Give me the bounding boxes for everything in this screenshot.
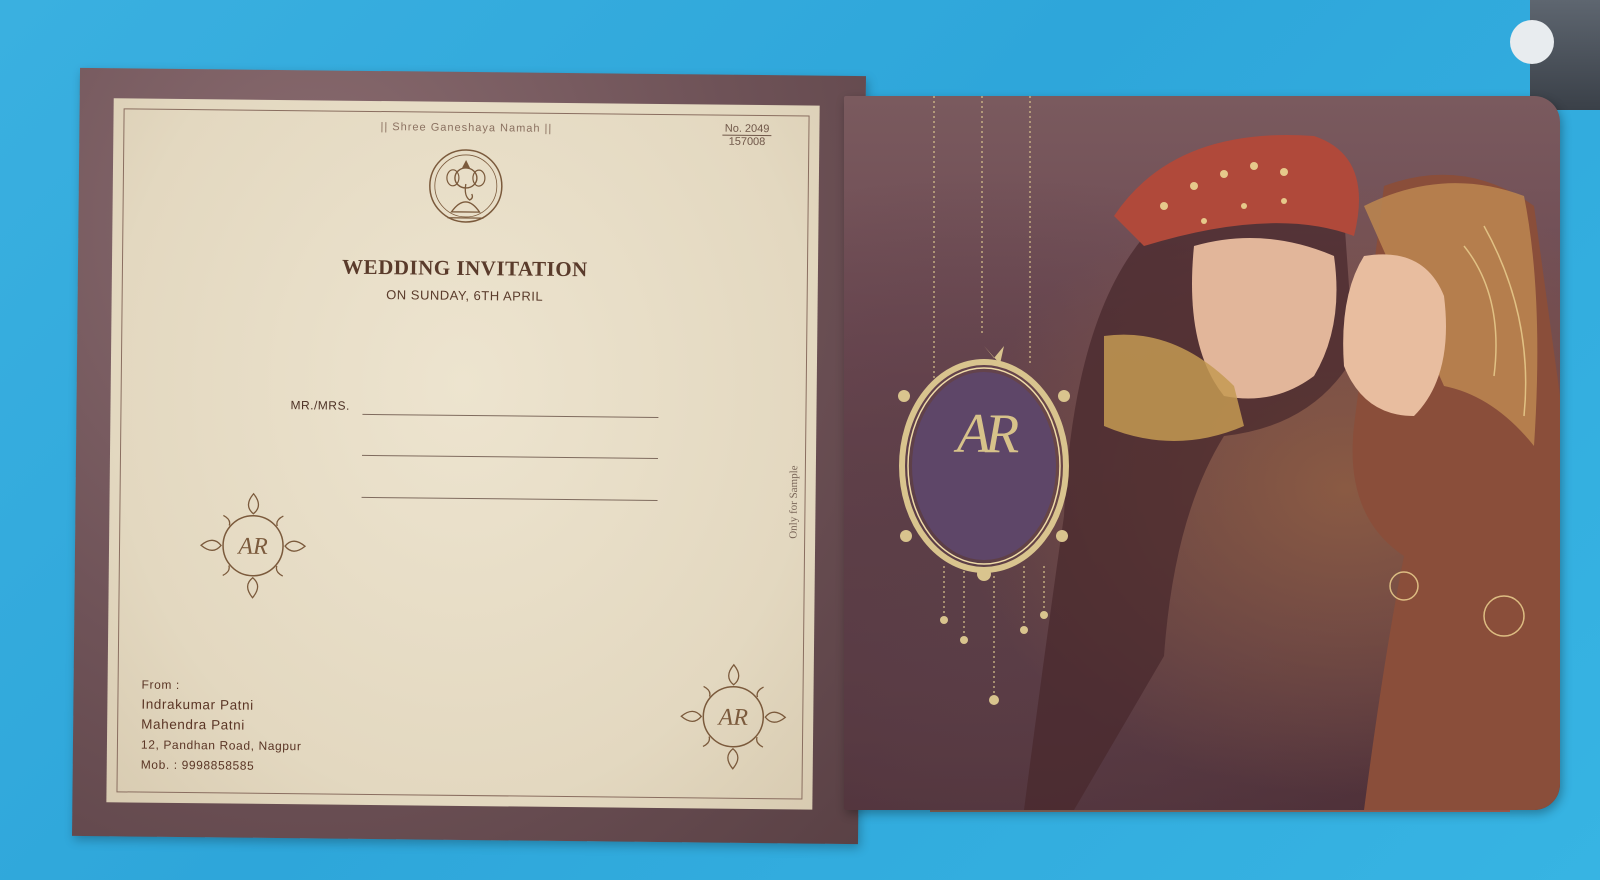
card-monogram-text: AR [956, 403, 1014, 465]
sample-note: Only for Sample [787, 465, 800, 539]
envelope-monogram-left [192, 485, 313, 606]
addressee-label: MR./MRS. [290, 398, 350, 413]
envelope-monogram-right-text: AR [718, 704, 749, 731]
invitation-card-front [844, 96, 1560, 810]
clip-object [1510, 20, 1554, 64]
envelope-monogram-left-text: AR [238, 533, 268, 560]
envelope-panel [106, 98, 819, 809]
wedding-invitation-title: WEDDING INVITATION [342, 254, 588, 282]
sender-name-1: Indrakumar Patni [141, 696, 254, 713]
sender-name-2: Mahendra Patni [141, 716, 245, 733]
from-label: From : [141, 677, 180, 692]
envelope-monogram-right [673, 656, 794, 777]
invitation-number [723, 123, 772, 149]
wedding-envelope [72, 68, 866, 844]
sender-block [141, 675, 303, 777]
sender-mobile: Mob. : 9998858585 [140, 757, 255, 773]
number-value: 157008 [728, 135, 766, 149]
sender-address: 12, Pandhan Road, Nagpur [140, 737, 302, 754]
wedding-date: ON SUNDAY, 6TH APRIL [386, 287, 544, 304]
table-corner [1530, 0, 1600, 110]
ganesha-icon [419, 145, 512, 230]
shree-ganeshaya-text: || Shree Ganeshaya Namah || [380, 121, 553, 135]
number-label: No. 2049 [723, 123, 772, 137]
